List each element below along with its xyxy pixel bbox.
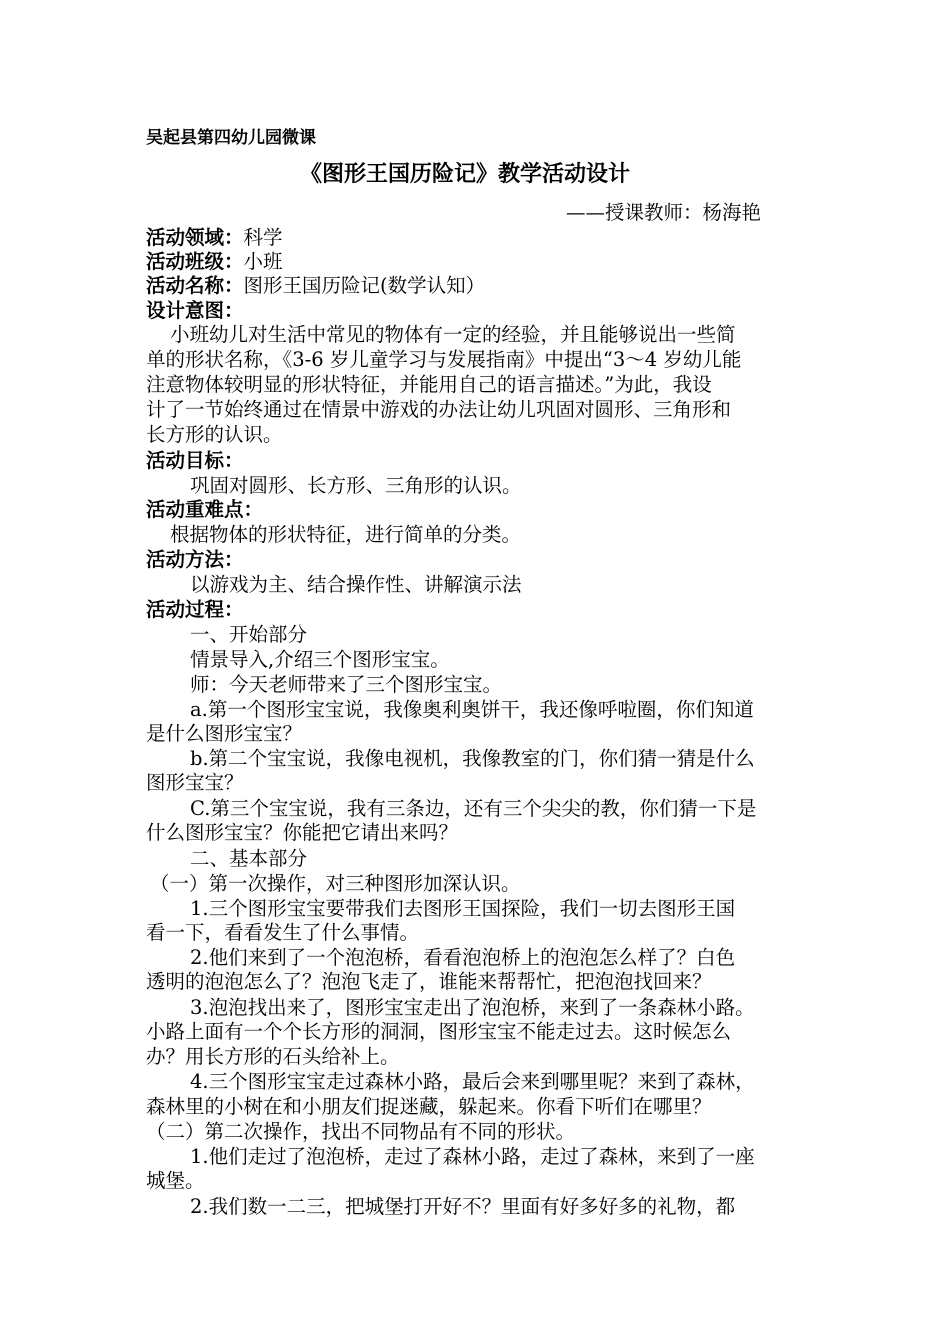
process-line: C.第三个宝宝说，我有三条边，还有三个尖尖的教，你们猜一下是 — [190, 797, 757, 820]
process-line: 什么图形宝宝？你能把它请出来吗？ — [146, 821, 459, 844]
process-line: 一、开始部分 — [190, 623, 308, 646]
process-line: 城堡。 — [146, 1169, 205, 1192]
domain-value: 科学 — [243, 226, 283, 249]
process-line: 1.他们走过了泡泡桥，走过了森林小路，走过了森林，来到了一座 — [190, 1145, 755, 1168]
class-value: 小班 — [243, 250, 283, 273]
intent-line: 计了一节始终通过在情景中游戏的办法让幼儿巩固对圆形、三角形和 — [146, 398, 732, 421]
process-line: 4.三个图形宝宝走过森林小路，最后会来到哪里呢？来到了森林， — [190, 1070, 755, 1093]
process-line: （一）第一次操作，对三种图形加深认识。 — [150, 872, 521, 895]
process-line: 2.他们来到了一个泡泡桥，看看泡泡桥上的泡泡怎么样了？白色 — [190, 946, 736, 969]
process-line: 森林里的小树在和小朋友们捉迷藏，躲起来。你看下听们在哪里？ — [146, 1095, 712, 1118]
process-line: b.第二个宝宝说，我像电视机，我像教室的门，你们猜一猜是什么 — [190, 747, 755, 770]
document-title: 《图形王国历险记》教学活动设计 — [300, 162, 631, 187]
process-line: a.第一个图形宝宝说，我像奥利奥饼干，我还像呼啦圈，你们知道 — [190, 698, 754, 721]
name-value: 图形王国历险记(数学认知） — [243, 274, 486, 297]
process-line: 1.三个图形宝宝要带我们去图形王国探险，我们一切去图形王国 — [190, 897, 736, 920]
difficulty-label: 活动重难点： — [146, 498, 264, 521]
process-line: 二、基本部分 — [190, 847, 308, 870]
intent-line: 单的形状名称，《3-6 岁儿童学习与发展指南》中提出“3～4 岁幼儿能 — [146, 348, 742, 371]
process-label: 活动过程： — [146, 598, 244, 621]
info-name — [146, 274, 485, 298]
method-text: 以游戏为主、结合操作性、讲解演示法 — [190, 573, 522, 596]
intent-line: 小班幼儿对生活中常见的物体有一定的经验，并且能够说出一些简 — [170, 323, 736, 346]
process-line: 图形宝宝？ — [146, 771, 244, 794]
intent-line: 长方形的认识。 — [146, 423, 283, 446]
process-line: （二）第二次操作，找出不同物品有不同的形状。 — [146, 1120, 576, 1143]
difficulty-text: 根据物体的形状特征，进行简单的分类。 — [170, 523, 522, 546]
class-label: 活动班级： — [146, 250, 244, 273]
process-line: 2.我们数一二三，把城堡打开好不？里面有好多好多的礼物，都 — [190, 1195, 736, 1218]
teacher-line: ——授课教师：杨海艳 — [566, 201, 762, 224]
process-line: 情景导入,介绍三个图形宝宝。 — [190, 648, 450, 671]
method-label: 活动方法： — [146, 548, 244, 571]
domain-label: 活动领域： — [146, 226, 244, 249]
goal-label: 活动目标： — [146, 449, 244, 472]
info-class — [146, 250, 283, 274]
process-line: 办？用长方形的石头给补上。 — [146, 1045, 400, 1068]
goal-text: 巩固对圆形、长方形、三角形的认识。 — [190, 474, 522, 497]
info-domain — [146, 226, 283, 250]
process-line: 看一下，看看发生了什么事情。 — [146, 921, 420, 944]
name-label: 活动名称： — [146, 274, 244, 297]
process-line: 是什么图形宝宝？ — [146, 722, 303, 745]
process-line: 师：今天老师带来了三个图形宝宝。 — [190, 673, 503, 696]
process-line: 3.泡泡找出来了，图形宝宝走出了泡泡桥，来到了一条森林小路。 — [190, 996, 755, 1019]
process-line: 小路上面有一个个长方形的洞洞，图形宝宝不能走过去。这时候怎么 — [146, 1020, 732, 1043]
school-name: 吴起县第四幼儿园微课 — [146, 128, 316, 148]
process-line: 透明的泡泡怎么了？泡泡飞走了，谁能来帮帮忙，把泡泡找回来？ — [146, 970, 712, 993]
intent-line: 注意物体较明显的形状特征，并能用自己的语言描述。”为此，我设 — [146, 373, 712, 396]
intent-label: 设计意图： — [146, 299, 244, 322]
